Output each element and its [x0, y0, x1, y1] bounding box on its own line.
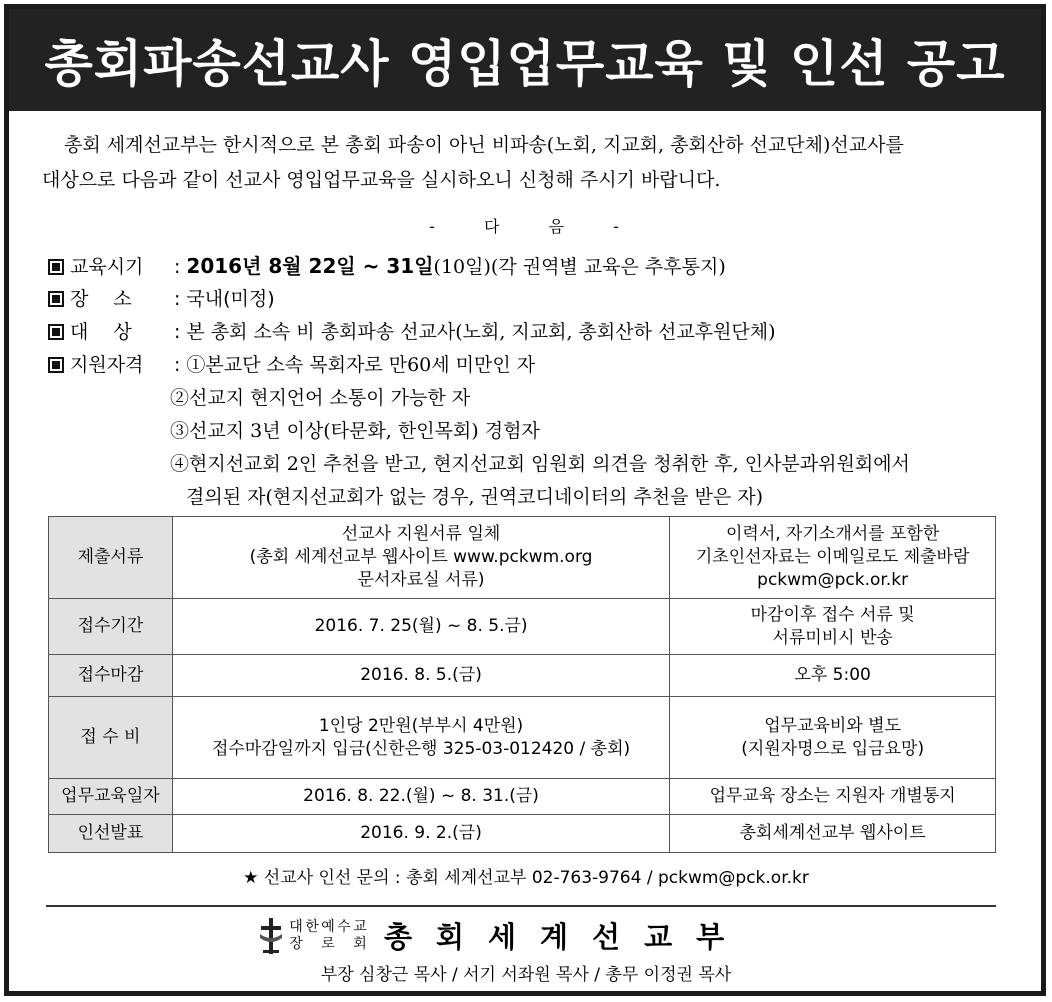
table-header-cell: 제출서류 — [49, 517, 173, 599]
church-cross-logo-icon — [258, 916, 284, 956]
table-header-cell: 접수기간 — [49, 599, 173, 655]
table-row — [49, 779, 996, 815]
notice-items — [48, 250, 1008, 514]
item-colon: : — [174, 321, 181, 343]
period-note: (10일)(각 권역별 교육은 추후통지) — [433, 256, 726, 278]
item-label: 대 상 — [70, 321, 132, 343]
item-label: 교육시기 — [70, 256, 144, 278]
denomination-char: 장 — [289, 935, 303, 952]
square-bullet-icon — [48, 357, 64, 373]
item-colon: : — [174, 354, 181, 376]
application-table — [48, 516, 996, 853]
denomination-char: 수 — [337, 918, 351, 935]
footer-divider — [46, 905, 996, 907]
item-label: 장 소 — [70, 288, 132, 310]
denomination-char: 예 — [321, 918, 335, 935]
cell-line: 기초인선자료는 이메일로도 제출바람 — [695, 547, 970, 567]
table-header-cell: 업무교육일자 — [49, 779, 173, 815]
page-title: 총회파송선교사 영입업무교육 및 인선 공고 — [9, 9, 1041, 111]
table-row — [49, 655, 996, 697]
denomination-name — [288, 919, 368, 953]
cell-line: 업무교육비와 별도 — [764, 715, 902, 736]
table-cell — [670, 697, 996, 779]
denomination-char: 한 — [305, 918, 319, 935]
cell-line: 문서자료실 서류) — [357, 570, 485, 590]
table-cell: 2016. 9. 2.(금) — [172, 815, 669, 853]
notice-label: - 다 음 - — [429, 217, 623, 236]
table-row — [49, 599, 996, 655]
cell-line: (지원자명으로 입금요망) — [741, 738, 925, 759]
denomination-char — [304, 936, 320, 953]
denomination-char — [336, 936, 352, 953]
denomination-char: 회 — [353, 935, 367, 952]
cell-line: 마감이후 접수 서류 및 — [750, 604, 915, 625]
table-cell — [670, 517, 996, 599]
table-cell — [670, 599, 996, 655]
item-label: 지원자격 — [70, 354, 144, 376]
denomination-char: 대 — [289, 918, 303, 935]
qualification-3: ③선교지 3년 이상(타문화, 한인목회) 경험자 — [170, 420, 540, 442]
email-text: pckwm@pck.or.kr — [757, 570, 909, 590]
staff-line: 부장 심창근 목사 / 서기 서좌원 목사 / 총무 이정권 목사 — [320, 965, 732, 985]
square-bullet-icon — [48, 291, 64, 307]
table-row — [49, 815, 996, 853]
square-bullet-icon — [48, 324, 64, 340]
square-bullet-icon — [48, 259, 64, 275]
table-header-cell: 접수마감 — [49, 655, 173, 697]
qualification-4: ④현지선교회 2인 추천을 받고, 현지선교회 임원회 의견을 청취한 후, 인사분과위원회에서 — [170, 453, 910, 475]
table-row — [49, 697, 996, 779]
table-header-cell: 인선발표 — [49, 815, 173, 853]
qualification-4-continued: 결의된 자(현지선교회가 없는 경우, 권역코디네이터의 추천을 받은 자) — [186, 486, 764, 508]
table-cell: 오후 5:00 — [670, 655, 996, 697]
organization-name: 총회세계선교부 — [384, 920, 749, 954]
table-header-cell: 접 수 비 — [49, 697, 173, 779]
table-cell: 2016. 8. 5.(금) — [172, 655, 669, 697]
period-date: 2016년 8월 22일 ~ 31일 — [186, 254, 434, 278]
intro-paragraph — [42, 128, 992, 198]
item-colon: : — [174, 256, 181, 278]
intro-line-2: 대상으로 다음과 같이 선교사 영입업무교육을 실시하오니 신청해 주시기 바랍니다. — [42, 169, 721, 191]
table-row — [49, 517, 996, 599]
table-cell: 2016. 7. 25(월) ~ 8. 5.금) — [172, 599, 669, 655]
item-target — [48, 316, 1008, 349]
qualification-1: ①본교단 소속 목회자로 만60세 미만인 자 — [186, 354, 536, 376]
intro-line-1: 총회 세계선교부는 한시적으로 본 총회 파송이 아닌 비파송(노회, 지교회, 총회산하 선교단체)선교사를 — [64, 134, 904, 156]
table-cell: 총회세계선교부 웹사이트 — [670, 815, 996, 853]
organization-signature — [258, 915, 748, 956]
item-place — [48, 283, 1008, 316]
cell-line: 서류미비시 반송 — [772, 627, 893, 648]
table-cell: 2016. 8. 22.(월) ~ 8. 31.(금) — [172, 779, 669, 815]
table-cell: 업무교육 장소는 지원자 개별통지 — [670, 779, 996, 815]
cell-line: 선교사 지원서류 일체 — [341, 524, 501, 544]
table-cell — [172, 517, 669, 599]
denomination-char: 교 — [353, 918, 367, 935]
item-period — [48, 250, 1008, 283]
place-value: 국내(미정) — [186, 288, 275, 310]
denomination-char: 로 — [321, 935, 335, 952]
cell-line: 이력서, 자기소개서를 포함한 — [725, 524, 940, 544]
item-colon: : — [174, 288, 181, 310]
item-qualification — [48, 349, 1008, 382]
contact-line: ★ 선교사 인선 문의 : 총회 세계선교부 02-763-9764 / pckwm@pck.or.kr — [243, 868, 809, 888]
cell-line: 1인당 2만원(부부시 4만원) — [318, 715, 524, 736]
table-cell — [172, 697, 669, 779]
target-value: 본 총회 소속 비 총회파송 선교사(노회, 지교회, 총회산하 선교후원단체) — [186, 321, 776, 343]
cell-line: (총회 세계선교부 웹사이트 www.pckwm.org — [249, 547, 593, 567]
cell-line: 접수마감일까지 입금(신한은행 325-03-012420 / 총회) — [211, 738, 631, 759]
qualification-2: ②선교지 현지언어 소통이 가능한 자 — [170, 387, 471, 409]
